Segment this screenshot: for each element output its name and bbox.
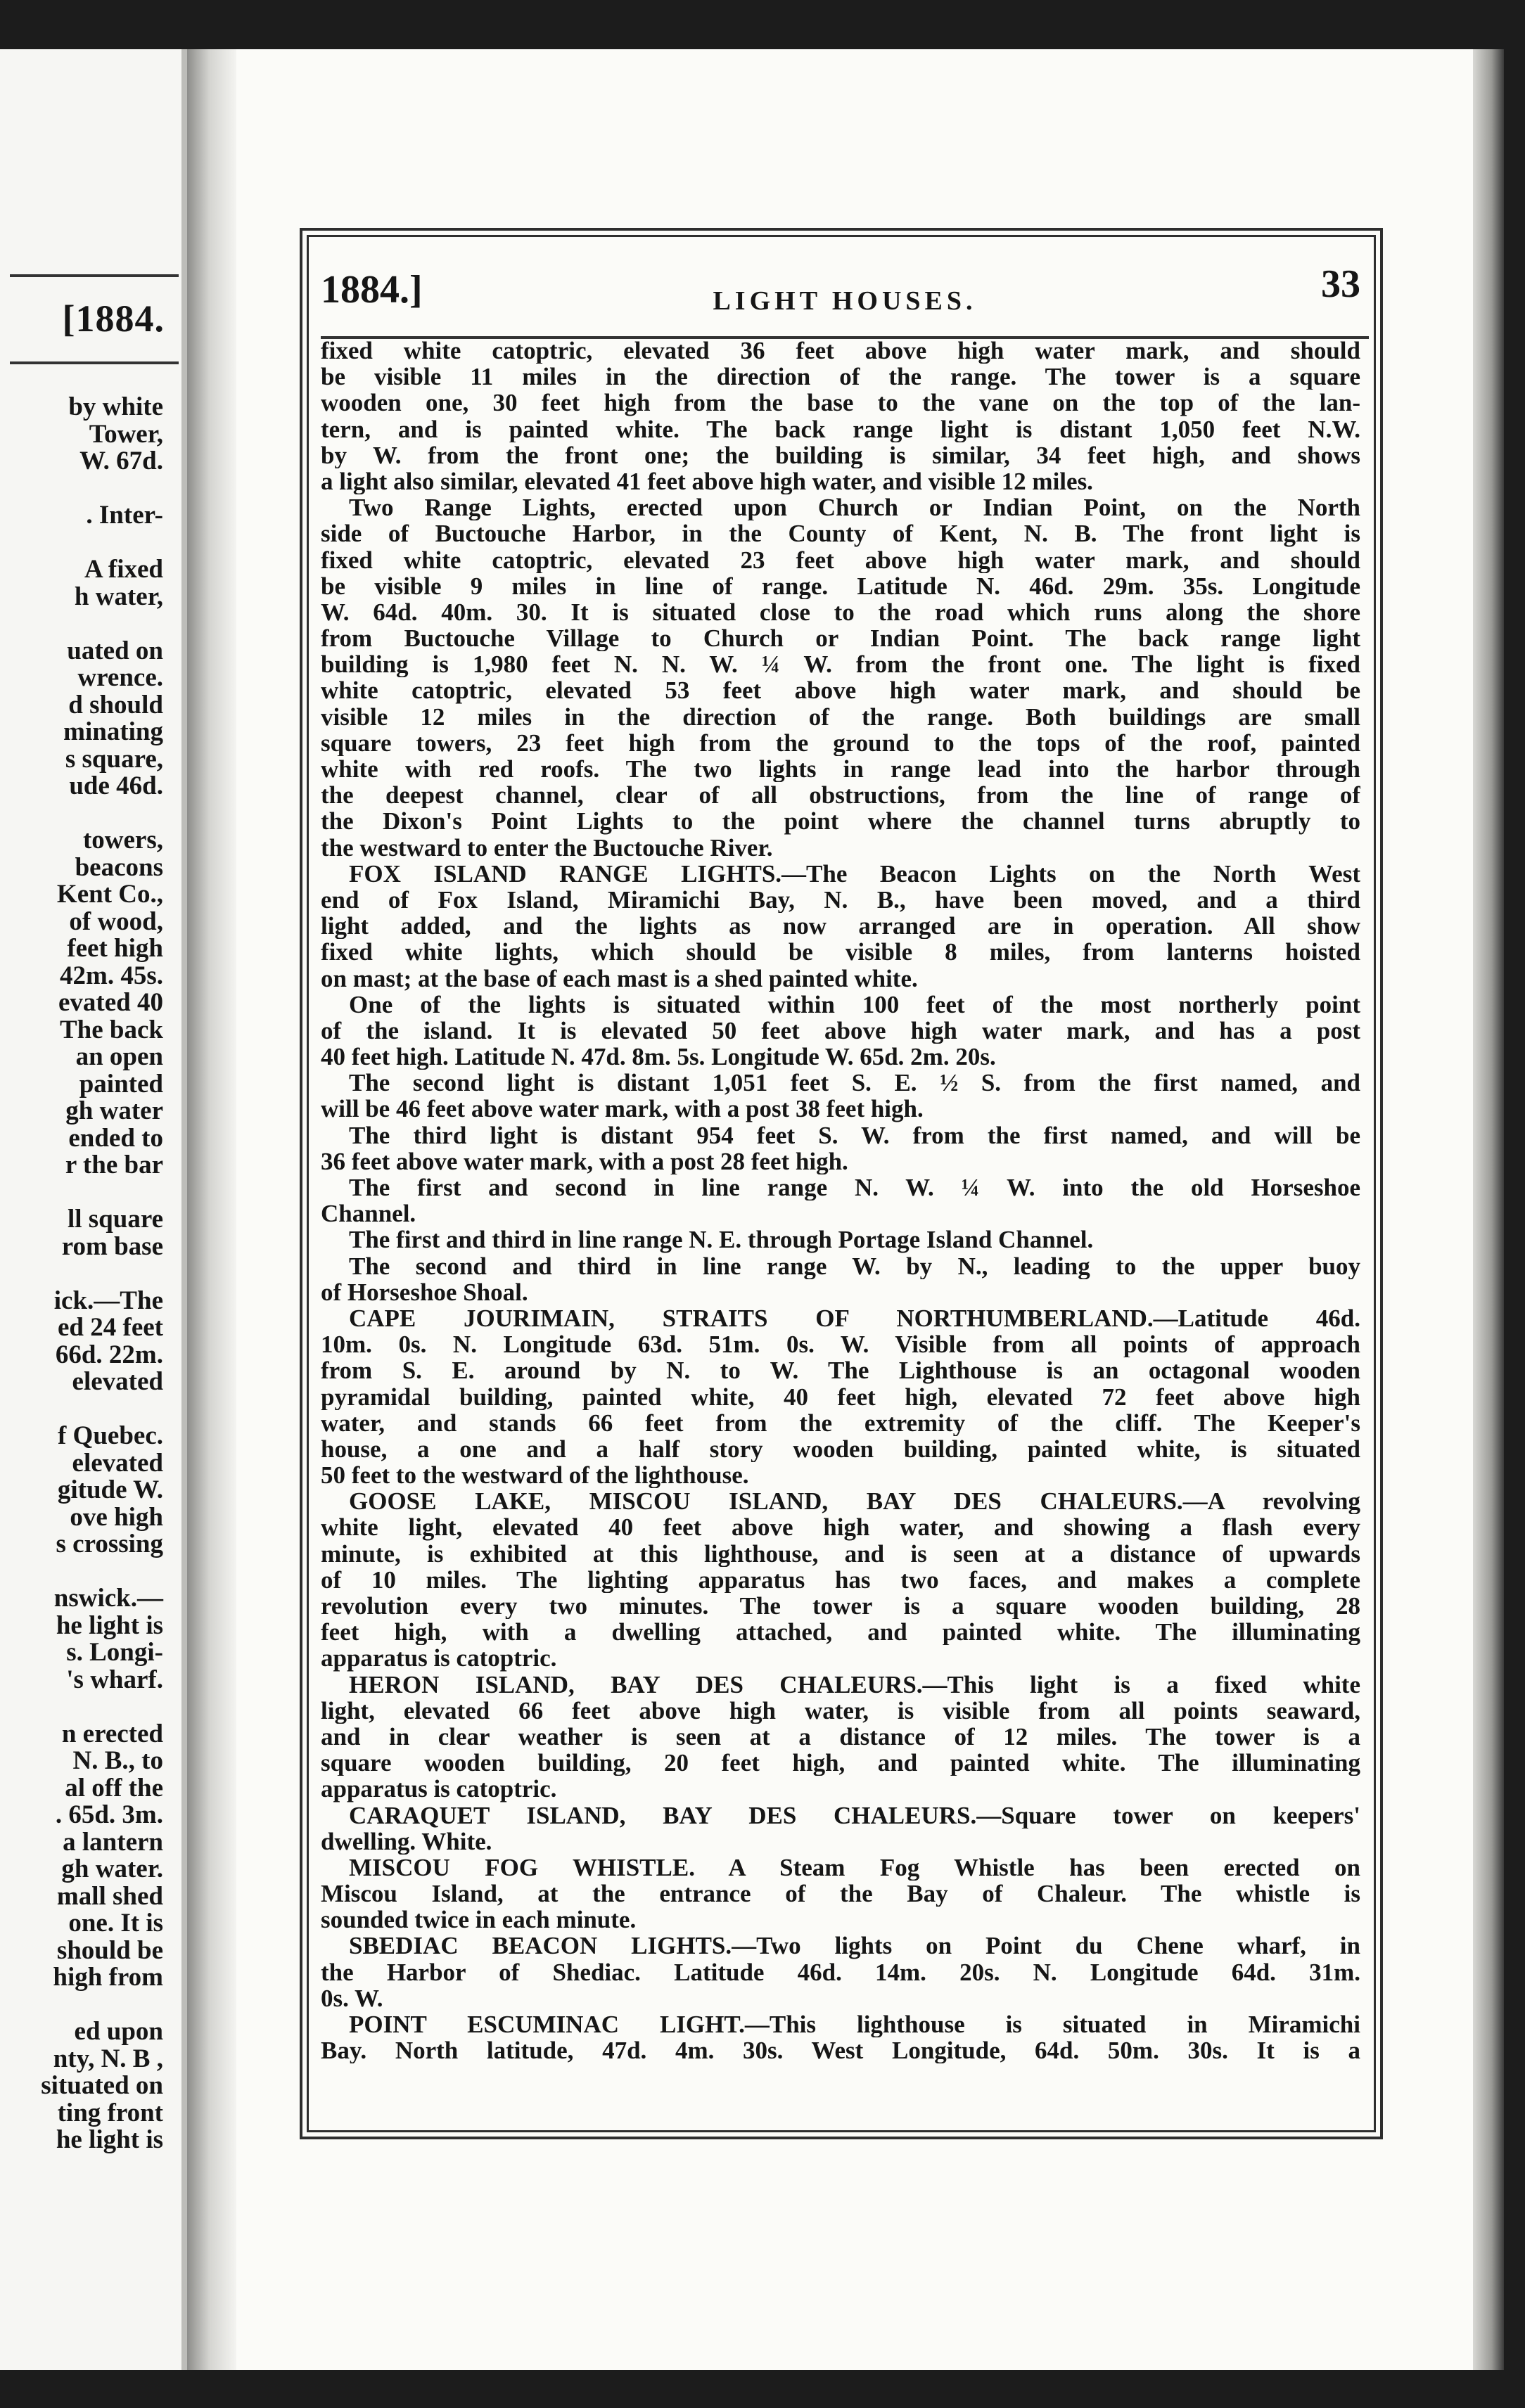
left-page-line: a lantern	[63, 1827, 163, 1857]
page-content	[236, 49, 1473, 2370]
text-line: by W. from the front one; the building is similar, 34 feet high, and shows	[321, 442, 1360, 468]
text-line: feet high, with a dwelling attached, and painted white. The illuminating	[321, 1619, 1360, 1646]
left-page-line: high from	[53, 1963, 163, 1992]
left-page-line: mall shed	[56, 1881, 163, 1911]
text-line: revolution every two minutes. The tower is a square wooden building, 28	[321, 1593, 1360, 1620]
left-page-line	[0, 475, 163, 503]
left-page-line	[0, 800, 163, 828]
text-line: light added, and the lights as now arranged are in operation. All show	[321, 913, 1360, 940]
left-page-line: ed upon	[74, 2017, 163, 2046]
left-page-line: minating	[63, 717, 163, 746]
text-line: fixed white catoptric, elevated 23 feet above high water mark, and should	[321, 546, 1360, 573]
left-page-line: uated on	[67, 636, 163, 665]
left-page-line: painted	[79, 1069, 163, 1099]
text-line: The first and third in line range N. E. through Portage Island Channel.	[349, 1227, 1094, 1253]
text-line: W. 64d. 40m. 30. It is situated close to the road which runs along the shore	[321, 598, 1360, 626]
text-line: 50 feet to the westward of the lighthouse.	[321, 1462, 749, 1489]
text-line: CARAQUET ISLAND, BAY DES CHALEURS.—Square tower on keepers'	[349, 1802, 1360, 1829]
text-line: of Horseshoe Shoal.	[321, 1279, 528, 1305]
text-line: MISCOU FOG WHISTLE. A Steam Fog Whistle has been erected on	[349, 1854, 1360, 1881]
left-page-line: r the bar	[65, 1151, 163, 1179]
left-page-line: N. B., to	[72, 1746, 163, 1775]
left-page-line: ended to	[68, 1123, 163, 1153]
left-page-line: Tower,	[89, 419, 163, 449]
text-line: end of Fox Island, Miramichi Bay, N. B., have been moved, and a third	[321, 886, 1360, 914]
text-line: tern, and is painted white. The back range light is distant 1,050 feet N.W.	[321, 416, 1360, 442]
text-line: white light, elevated 40 feet above high water, and showing a flash every	[321, 1514, 1360, 1541]
left-page-line	[0, 1558, 163, 1586]
text-line: the westward to enter the Buctouche River.	[321, 834, 773, 861]
left-page-line: h water,	[74, 582, 163, 611]
text-line: fixed white catoptric, elevated 36 feet above high water mark, and should	[321, 338, 1360, 364]
left-page-line: A fixed	[84, 555, 163, 584]
left-page-line: should be	[56, 1935, 163, 1965]
text-line: GOOSE LAKE, MISCOU ISLAND, BAY DES CHALEURS.—A revolving	[349, 1488, 1360, 1515]
left-page-line: towers,	[82, 826, 163, 854]
left-page-line	[0, 1179, 163, 1207]
running-header	[321, 253, 1369, 339]
text-line: the Harbor of Shediac. Latitude 46d. 14m. 20s. N. Longitude 64d. 31m.	[321, 1959, 1360, 1985]
left-page-line: wrence.	[77, 663, 163, 692]
text-line: and in clear weather is seen at a distance of 12 miles. The tower is a	[321, 1723, 1360, 1750]
text-line: water, and stands 66 feet from the extremity of the cliff. The Keeper's	[321, 1409, 1360, 1436]
left-page-line: . 65d. 3m.	[55, 1800, 163, 1829]
text-line: square wooden building, 20 feet high, and painted white. The illuminating	[321, 1750, 1360, 1776]
left-page-line: ting front	[57, 2098, 163, 2127]
text-line: apparatus is catoptric.	[321, 1645, 557, 1672]
text-line: The first and second in line range N. W. ¼ W. into the old Horseshoe	[349, 1174, 1360, 1201]
left-page-line: feet high	[67, 934, 163, 963]
text-line: of 10 miles. The lighting apparatus has two faces, and makes a complete	[321, 1566, 1360, 1593]
left-page-line: ll square	[67, 1205, 163, 1234]
text-line: 10m. 0s. N. Longitude 63d. 51m. 0s. W. Visible from all points of approach	[321, 1331, 1360, 1358]
left-page-line: ick.—The	[53, 1286, 163, 1315]
text-line: The second light is distant 1,051 feet S. E. ½ S. from the first named, and	[349, 1070, 1360, 1096]
text-line: dwelling. White.	[321, 1828, 492, 1855]
left-page-line: nswick.—	[53, 1584, 163, 1613]
text-line: house, a one and a half story wooden building, painted white, is situated	[321, 1435, 1360, 1463]
left-page-line	[0, 1260, 163, 1288]
left-page-line: gh water	[65, 1096, 163, 1125]
text-line: from S. E. around by N. to W. The Lighthouse is an octagonal wooden	[321, 1357, 1360, 1384]
text-line: visible 12 miles in the direction of the range. Both buildings are small	[321, 703, 1360, 730]
left-page-running-head: [1884.	[62, 297, 165, 340]
left-page-line	[0, 1693, 163, 1721]
page-edge-shadow	[1473, 49, 1504, 2370]
left-page-line: he light is	[56, 2125, 163, 2154]
text-line: be visible 11 miles in the direction of the range. The tower is a square	[321, 364, 1360, 390]
text-line: from Buctouche Village to Church or Indian Point. The back range light	[321, 625, 1360, 652]
text-line: sounded twice in each minute.	[321, 1907, 637, 1933]
left-page-line: s. Longi-	[66, 1638, 163, 1667]
text-line: pyramidal building, painted white, 40 feet high, elevated 72 feet above high	[321, 1383, 1360, 1410]
left-page-line: evated 40	[58, 988, 163, 1017]
text-line: 0s. W.	[321, 1985, 383, 2011]
text-line: of the island. It is elevated 50 feet above high water mark, and has a post	[321, 1017, 1360, 1044]
left-page-line	[0, 1396, 163, 1423]
header-year: 1884.]	[321, 268, 423, 312]
text-line: white with red roofs. The two lights in range lead into the harbor through	[321, 756, 1360, 783]
left-page-line	[0, 610, 163, 638]
text-line: square towers, 23 feet high from the ground to the tops of the roof, painted	[321, 729, 1360, 756]
text-line: One of the lights is situated within 100 feet of the most northerly point	[349, 991, 1360, 1018]
left-page-line: gitude W.	[57, 1475, 163, 1504]
left-page-line: 42m. 45s.	[60, 961, 163, 990]
text-line: wooden one, 30 feet high from the base to the vane on the top of the lan-	[321, 390, 1360, 416]
page-title: LIGHT HOUSES.	[713, 286, 977, 316]
left-page-line: nty, N. B ,	[53, 2044, 163, 2073]
text-line: FOX ISLAND RANGE LIGHTS.—The Beacon Lights on the North West	[349, 860, 1360, 887]
text-line: CAPE JOURIMAIN, STRAITS OF NORTHUMBERLAND.—Latitude 46d.	[349, 1305, 1360, 1332]
text-line: white catoptric, elevated 53 feet above high water mark, and should be	[321, 677, 1360, 704]
left-page-line: an open	[75, 1042, 163, 1071]
text-line: 36 feet above water mark, with a post 28 feet high.	[321, 1148, 848, 1174]
text-line: Miscou Island, at the entrance of the Bay of Chaleur. The whistle is	[321, 1881, 1360, 1907]
text-line: light, elevated 66 feet above high water, is visible from all points seaward,	[321, 1697, 1360, 1724]
text-line: apparatus is catoptric.	[321, 1776, 557, 1802]
left-page-line: situated on	[41, 2071, 163, 2100]
left-page-line: Kent Co.,	[56, 880, 163, 909]
text-line: fixed white lights, which should be visible 8 miles, from lanterns hoisted	[321, 939, 1360, 966]
text-line: be visible 9 miles in line of range. Latitude N. 46d. 29m. 35s. Longitude	[321, 572, 1360, 599]
left-page-line: he light is	[56, 1610, 163, 1640]
text-line: the deepest channel, clear of all obstructions, from the line of range of	[321, 782, 1360, 809]
left-page-line	[0, 1992, 163, 2019]
book-gutter-shadow	[187, 49, 236, 2370]
left-page-line: The back	[59, 1015, 163, 1044]
text-line: The second and third in line range W. by N., leading to the upper buoy	[349, 1253, 1360, 1279]
text-line: 40 feet high. Latitude N. 47d. 8m. 5s. Longitude W. 65d. 2m. 20s.	[321, 1044, 996, 1070]
text-line: Bay. North latitude, 47d. 4m. 30s. West Longitude, 64d. 50m. 30s. It is a	[321, 2037, 1360, 2064]
text-line: POINT ESCUMINAC LIGHT.—This lighthouse is situated in Miramichi	[349, 2011, 1360, 2038]
text-line: SBEDIAC BEACON LIGHTS.—Two lights on Point du Chene wharf, in	[349, 1933, 1360, 1959]
left-page-line: rom base	[61, 1231, 163, 1261]
left-page-line: ude 46d.	[69, 771, 163, 800]
left-page-line: s crossing	[56, 1530, 163, 1558]
left-page-text-fragments	[0, 394, 163, 2154]
left-page-line: W. 67d.	[79, 447, 163, 475]
text-line: Channel.	[321, 1200, 416, 1227]
left-page-line: n erected	[61, 1719, 163, 1748]
left-page-line: f Quebec.	[57, 1421, 163, 1450]
left-page-line: 's wharf.	[66, 1665, 163, 1694]
left-page-line: elevated	[72, 1448, 163, 1478]
left-page-line: of wood,	[69, 907, 163, 936]
left-page-line	[0, 530, 163, 557]
text-line: on mast; at the base of each mast is a shed painted white.	[321, 965, 918, 992]
text-line: HERON ISLAND, BAY DES CHALEURS.—This light is a fixed white	[349, 1671, 1360, 1698]
text-line: side of Buctouche Harbor, in the County of Kent, N. B. The front light is	[321, 520, 1360, 547]
left-page-line: ed 24 feet	[58, 1313, 163, 1342]
left-page-line: . Inter-	[86, 501, 163, 530]
left-facing-page	[0, 49, 187, 2370]
left-page-line: elevated	[72, 1367, 163, 1396]
left-page-line: beacons	[75, 852, 163, 882]
left-page-line: ove high	[70, 1502, 163, 1532]
text-line: the Dixon's Point Lights to the point where the channel turns abruptly to	[321, 808, 1360, 835]
text-line: The third light is distant 954 feet S. W. from the first named, and will be	[349, 1122, 1360, 1148]
page-number: 33	[1321, 262, 1360, 306]
left-page-line: gh water.	[61, 1855, 163, 1883]
left-page-line: one. It is	[68, 1909, 163, 1938]
text-line: a light also similar, elevated 41 feet above high water, and visible 12 miles.	[321, 468, 1093, 495]
left-page-line: by white	[68, 392, 163, 421]
left-page-header-rule	[10, 274, 179, 364]
text-line: will be 46 feet above water mark, with a post 38 feet high.	[321, 1096, 924, 1122]
article-body	[321, 338, 1360, 2063]
text-line: minute, is exhibited at this lighthouse, and is seen at a distance of upwards	[321, 1540, 1360, 1567]
left-page-line: d should	[68, 690, 163, 719]
left-page-line: s square,	[65, 744, 163, 774]
left-page-line: 66d. 22m.	[55, 1340, 163, 1369]
left-page-line: al off the	[65, 1773, 163, 1802]
text-line: building is 1,980 feet N. N. W. ¼ W. from the front one. The light is fixed	[321, 651, 1360, 678]
text-line: Two Range Lights, erected upon Church or Indian Point, on the North	[349, 494, 1360, 521]
